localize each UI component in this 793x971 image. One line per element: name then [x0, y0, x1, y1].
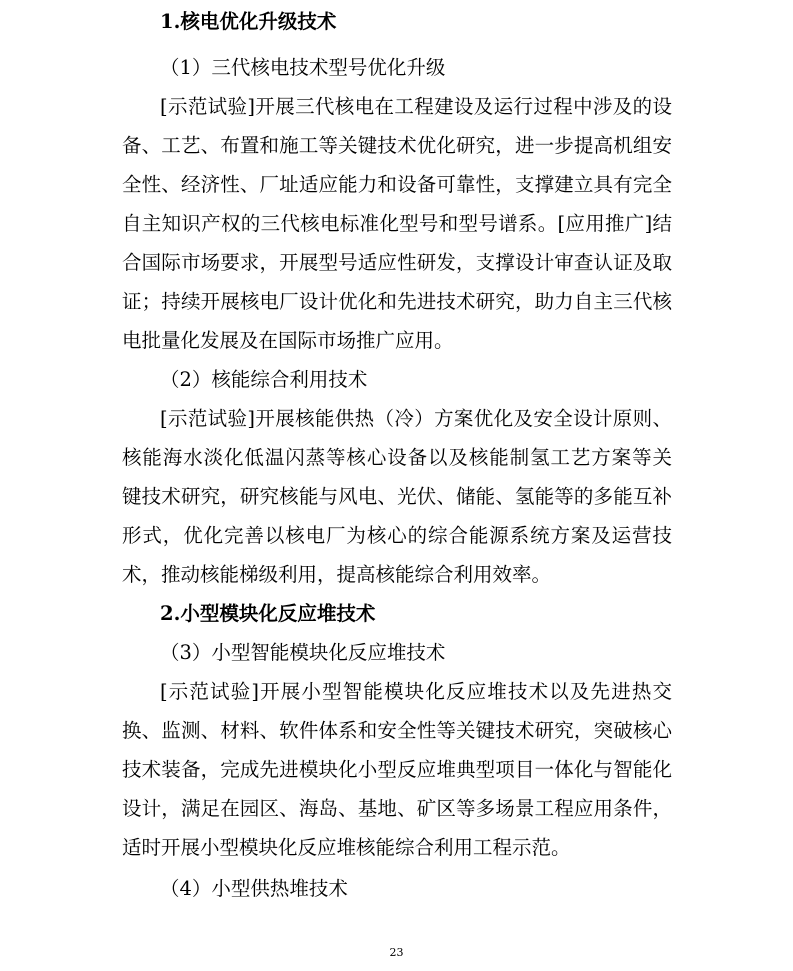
paragraph-line: 合国际市场要求，开展型号适应性研发，支撑设计审查认证及取	[122, 251, 672, 274]
paragraph-line: 核能海水淡化低温闪蒸等核心设备以及核能制氢工艺方案等关	[122, 446, 672, 469]
paragraph-line: 证；持续开展核电厂设计优化和先进技术研究，助力自主三代核	[122, 290, 672, 313]
paragraph-line: 键技术研究，研究核能与风电、光伏、储能、氢能等的多能互补	[122, 485, 672, 508]
paragraph-line: 备、工艺、布置和施工等关键技术优化研究，进一步提高机组安	[122, 134, 672, 157]
paragraph-line: [示范试验]开展核能供热（冷）方案优化及安全设计原则、	[160, 407, 672, 430]
paragraph-line: 全性、经济性、厂址适应能力和设备可靠性，支撑建立具有完全	[122, 173, 672, 196]
paragraph-line: [示范试验]开展三代核电在工程建设及运行过程中涉及的设	[160, 95, 672, 118]
page-number: 23	[389, 946, 404, 959]
paragraph-line: 技术装备，完成先进模块化小型反应堆典型项目一体化与智能化	[122, 758, 672, 781]
section-heading: 1.核电优化升级技术	[160, 10, 337, 33]
paragraph-line: 形式，优化完善以核电厂为核心的综合能源系统方案及运营技	[122, 524, 672, 547]
subsection-heading: （4）小型供热堆技术	[160, 877, 348, 900]
paragraph-line: 自主知识产权的三代核电标准化型号和型号谱系。[应用推广]结	[122, 212, 672, 235]
subsection-heading: （2）核能综合利用技术	[160, 368, 368, 391]
paragraph-line: 电批量化发展及在国际市场推广应用。	[122, 329, 454, 352]
section-heading: 2.小型模块化反应堆技术	[160, 602, 376, 625]
paragraph-line: [示范试验]开展小型智能模块化反应堆技术以及先进热交	[160, 680, 672, 703]
paragraph-line: 适时开展小型模块化反应堆核能综合利用工程示范。	[122, 836, 571, 859]
paragraph-line: 设计，满足在园区、海岛、基地、矿区等多场景工程应用条件，	[122, 797, 672, 820]
paragraph-line: 术，推动核能梯级利用，提高核能综合利用效率。	[122, 563, 552, 586]
subsection-heading: （3）小型智能模块化反应堆技术	[160, 641, 446, 664]
paragraph-line: 换、监测、材料、软件体系和安全性等关键技术研究，突破核心	[122, 719, 672, 742]
subsection-heading: （1）三代核电技术型号优化升级	[160, 56, 446, 79]
